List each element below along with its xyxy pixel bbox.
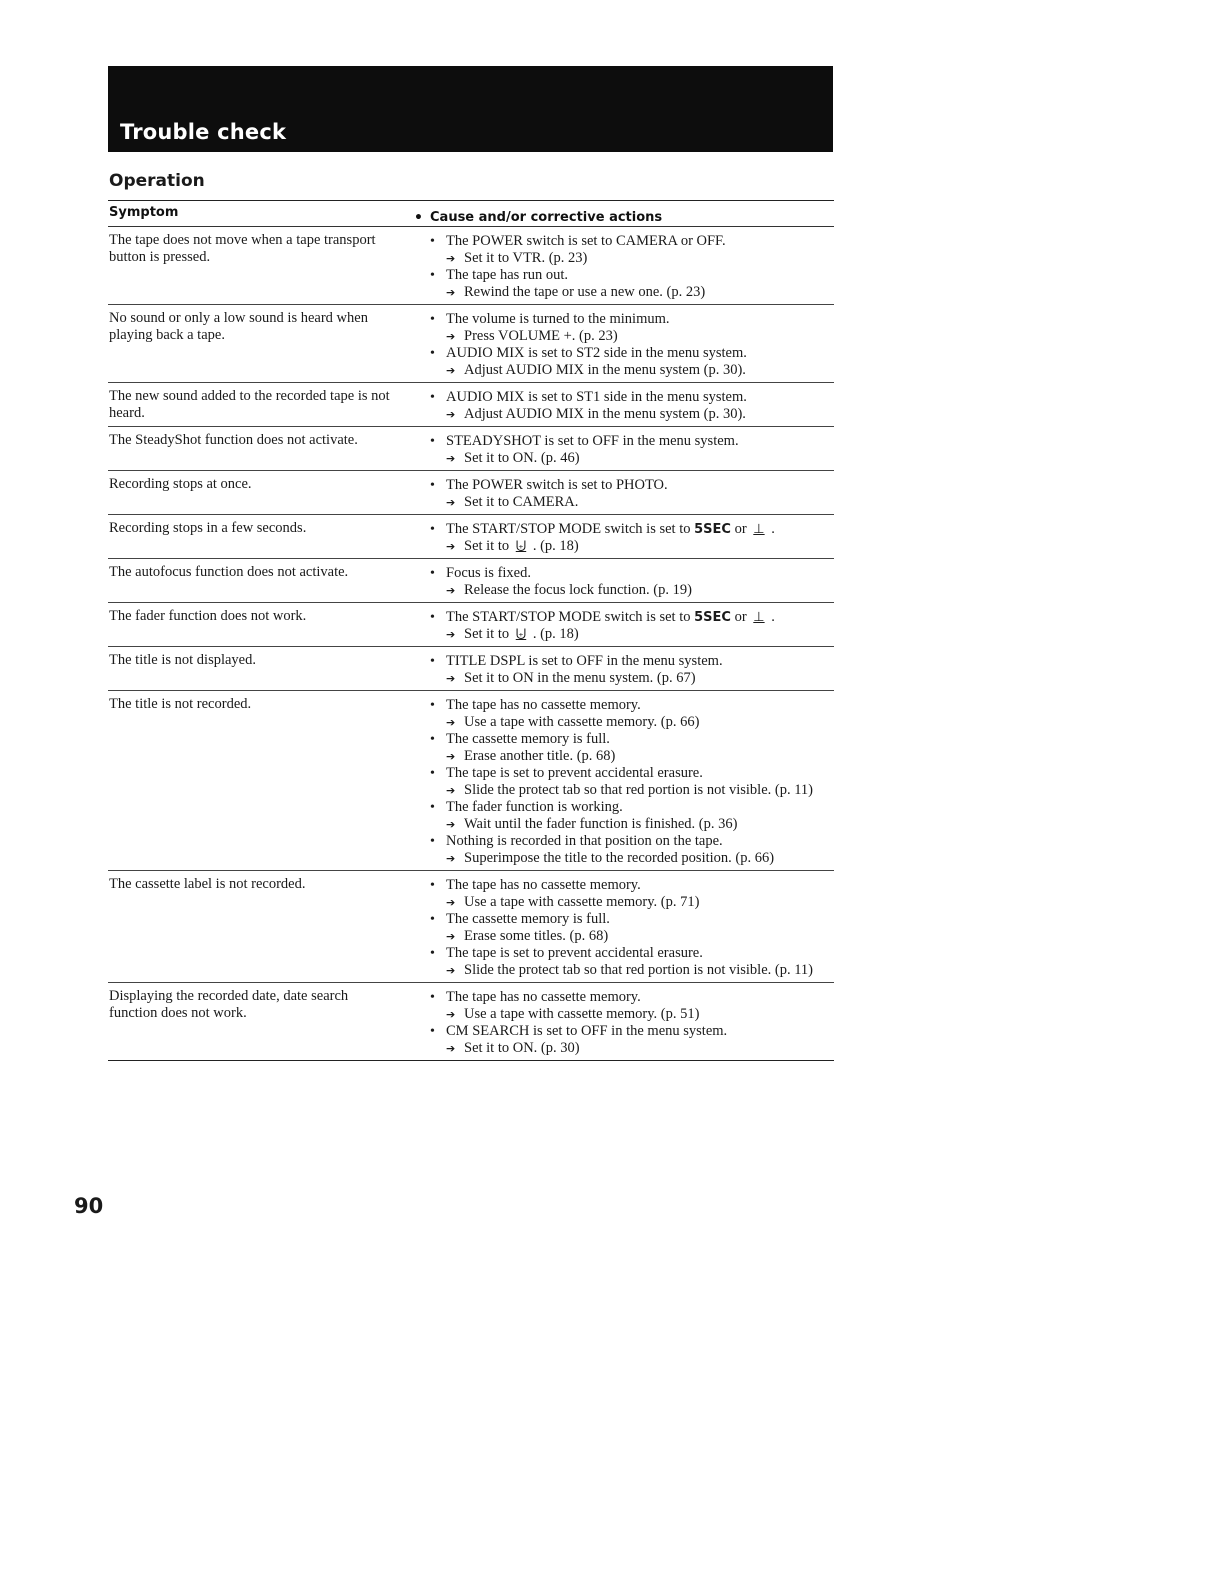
cause-item: • The cassette memory is full. xyxy=(430,731,830,748)
action-text: . (p. 18) xyxy=(529,538,579,554)
right-arrow-icon: ➔ xyxy=(446,750,456,763)
continuous-mode-icon: ⨄ xyxy=(515,539,527,554)
corrective-action xyxy=(430,816,830,833)
cause-item: • The volume is turned to the minimum. xyxy=(430,311,830,328)
interval-mode-icon: ⊥ xyxy=(753,610,765,625)
table-row xyxy=(108,559,834,603)
action-text: . (p. 18) xyxy=(529,626,579,642)
right-arrow-icon: ➔ xyxy=(446,286,456,299)
table-row xyxy=(108,603,834,647)
cause-item: • The tape is set to prevent accidental erasure. xyxy=(430,945,830,962)
action-text: Adjust AUDIO MIX in the menu system (p. 30). xyxy=(464,362,746,378)
corrective-action xyxy=(430,1040,830,1057)
corrective-action xyxy=(430,284,830,301)
right-arrow-icon: ➔ xyxy=(446,818,456,831)
right-arrow-icon: ➔ xyxy=(446,408,456,421)
right-arrow-icon: ➔ xyxy=(446,496,456,509)
page-number: 90 xyxy=(74,1194,104,1218)
corrective-action xyxy=(430,328,830,345)
right-arrow-icon: ➔ xyxy=(446,1008,456,1021)
symptom-text: The title is not displayed. xyxy=(109,652,256,668)
cause-list xyxy=(430,609,830,643)
symptom-text: The SteadyShot function does not activate. xyxy=(109,432,358,448)
symptom-text: The new sound added to the recorded tape is not heard. xyxy=(109,388,390,421)
action-text: Use a tape with cassette memory. (p. 51) xyxy=(464,1006,700,1022)
action-text: Set it to ON in the menu system. (p. 67) xyxy=(464,670,696,686)
cause-list xyxy=(430,389,830,423)
action-text: Set it to xyxy=(464,538,513,554)
table-row xyxy=(108,691,834,871)
mode-label: 5SEC xyxy=(694,522,731,537)
corrective-action xyxy=(430,928,830,945)
action-text: Slide the protect tab so that red portion is not visible. (p. 11) xyxy=(464,782,814,798)
right-arrow-icon: ➔ xyxy=(446,584,456,597)
corrective-action xyxy=(430,670,830,687)
cause-item: • The tape is set to prevent accidental erasure. xyxy=(430,765,830,782)
right-arrow-icon: ➔ xyxy=(446,1042,456,1055)
action-text: Set it to ON. (p. 46) xyxy=(464,450,580,466)
table-row xyxy=(108,427,834,471)
right-arrow-icon: ➔ xyxy=(446,784,456,797)
table-row xyxy=(108,871,834,983)
corrective-action xyxy=(430,250,830,267)
right-arrow-icon: ➔ xyxy=(446,252,456,265)
table-row xyxy=(108,227,834,305)
symptom-text: The autofocus function does not activate. xyxy=(109,564,349,580)
corrective-action xyxy=(430,362,830,379)
cause-item: • The cassette memory is full. xyxy=(430,911,830,928)
corrective-action xyxy=(430,538,830,555)
action-text: Set it to ON. (p. 30) xyxy=(464,1040,580,1056)
cause-item xyxy=(430,521,830,538)
cause-item: • The tape has no cassette memory. xyxy=(430,989,830,1006)
action-text: Use a tape with cassette memory. (p. 66) xyxy=(464,714,700,730)
cause-item: • AUDIO MIX is set to ST1 side in the menu system. xyxy=(430,389,830,406)
action-text: Wait until the fader function is finished. (p. 36) xyxy=(464,816,738,832)
corrective-action xyxy=(430,582,830,599)
corrective-action xyxy=(430,494,830,511)
corrective-action xyxy=(430,748,830,765)
corrective-action xyxy=(430,1006,830,1023)
table-row xyxy=(108,647,834,691)
symptom-text: The cassette label is not recorded. xyxy=(109,876,306,892)
corrective-action xyxy=(430,450,830,467)
header-banner xyxy=(108,66,833,152)
right-arrow-icon: ➔ xyxy=(446,452,456,465)
corrective-action xyxy=(430,714,830,731)
cause-item: • AUDIO MIX is set to ST2 side in the menu system. xyxy=(430,345,830,362)
cause-item: • The POWER switch is set to CAMERA or OFF. xyxy=(430,233,830,250)
table-row xyxy=(108,471,834,515)
cause-item: • The tape has run out. xyxy=(430,267,830,284)
action-text: Use a tape with cassette memory. (p. 71) xyxy=(464,894,700,910)
right-arrow-icon: ➔ xyxy=(446,540,456,553)
symptom-text: The fader function does not work. xyxy=(109,608,307,624)
cause-item xyxy=(430,609,830,626)
action-text: Release the focus lock function. (p. 19) xyxy=(464,582,692,598)
action-text: Adjust AUDIO MIX in the menu system (p. 30). xyxy=(464,406,746,422)
cause-list xyxy=(430,653,830,687)
table-row xyxy=(108,305,834,383)
symptom-text: Recording stops at once. xyxy=(109,476,252,492)
table-row xyxy=(108,383,834,427)
page-title: Trouble check xyxy=(120,120,287,144)
symptom-text: No sound or only a low sound is heard when playing back a tape. xyxy=(109,310,368,343)
cause-list xyxy=(430,521,830,555)
cause-text: or xyxy=(730,521,751,537)
symptom-text: The tape does not move when a tape transport button is pressed. xyxy=(109,232,376,265)
action-text: Set it to CAMERA. xyxy=(464,494,579,510)
cause-item: • The POWER switch is set to PHOTO. xyxy=(430,477,830,494)
trouble-table xyxy=(108,200,834,1061)
column-header-symptom: Symptom xyxy=(109,205,179,220)
symptom-text: Displaying the recorded date, date search function does not work. xyxy=(109,988,349,1021)
cause-list xyxy=(430,989,830,1057)
cause-item: • STEADYSHOT is set to OFF in the menu system. xyxy=(430,433,830,450)
cause-text: . xyxy=(767,609,775,625)
cause-list xyxy=(430,233,830,301)
corrective-action xyxy=(430,782,830,799)
table-row xyxy=(108,983,834,1061)
column-header-cause: • $_{Cause and/or corrective actions}$ xyxy=(414,210,662,225)
cause-item: • CM SEARCH is set to OFF in the menu system. xyxy=(430,1023,830,1040)
right-arrow-icon: ➔ xyxy=(446,852,456,865)
interval-mode-icon: ⊥ xyxy=(753,522,765,537)
corrective-action xyxy=(430,894,830,911)
right-arrow-icon: ➔ xyxy=(446,716,456,729)
action-text: Slide the protect tab so that red portion is not visible. (p. 11) xyxy=(464,962,814,978)
corrective-action xyxy=(430,962,830,979)
cause-list xyxy=(430,697,830,867)
corrective-action xyxy=(430,626,830,643)
corrective-action xyxy=(430,850,830,867)
right-arrow-icon: ➔ xyxy=(446,930,456,943)
action-text: Set it to VTR. (p. 23) xyxy=(464,250,588,266)
continuous-mode-icon: ⨄ xyxy=(515,627,527,642)
cause-text: The START/STOP MODE switch is set to xyxy=(446,521,695,537)
symptom-text: Recording stops in a few seconds. xyxy=(109,520,307,536)
cause-list xyxy=(430,877,830,979)
action-text: Superimpose the title to the recorded position. (p. 66) xyxy=(464,850,775,866)
cause-text: or xyxy=(730,609,751,625)
table-row xyxy=(108,515,834,559)
right-arrow-icon: ➔ xyxy=(446,964,456,977)
right-arrow-icon: ➔ xyxy=(446,364,456,377)
cause-item: • TITLE DSPL is set to OFF in the menu system. xyxy=(430,653,830,670)
section-title: Operation xyxy=(109,171,205,191)
cause-list xyxy=(430,565,830,599)
cause-item: • The fader function is working. xyxy=(430,799,830,816)
right-arrow-icon: ➔ xyxy=(446,672,456,685)
action-text: Set it to xyxy=(464,626,513,642)
symptom-text: The title is not recorded. xyxy=(109,696,252,712)
cause-item: • Focus is fixed. xyxy=(430,565,830,582)
corrective-action xyxy=(430,406,830,423)
cause-item: • Nothing is recorded in that position on the tape. xyxy=(430,833,830,850)
action-text: Press VOLUME +. (p. 23) xyxy=(464,328,618,344)
right-arrow-icon: ➔ xyxy=(446,896,456,909)
cause-list xyxy=(430,477,830,511)
cause-text: The START/STOP MODE switch is set to xyxy=(446,609,695,625)
mode-label: 5SEC xyxy=(694,610,731,625)
right-arrow-icon: ➔ xyxy=(446,628,456,641)
cause-text: . xyxy=(767,521,775,537)
cause-item: • The tape has no cassette memory. xyxy=(430,877,830,894)
action-text: Rewind the tape or use a new one. (p. 23) xyxy=(464,284,706,300)
table-body xyxy=(108,227,834,1061)
action-text: Erase another title. (p. 68) xyxy=(464,748,616,764)
table-header xyxy=(108,200,834,227)
action-text: Erase some titles. (p. 68) xyxy=(464,928,609,944)
cause-item: • The tape has no cassette memory. xyxy=(430,697,830,714)
cause-list xyxy=(430,311,830,379)
cause-list xyxy=(430,433,830,467)
right-arrow-icon: ➔ xyxy=(446,330,456,343)
